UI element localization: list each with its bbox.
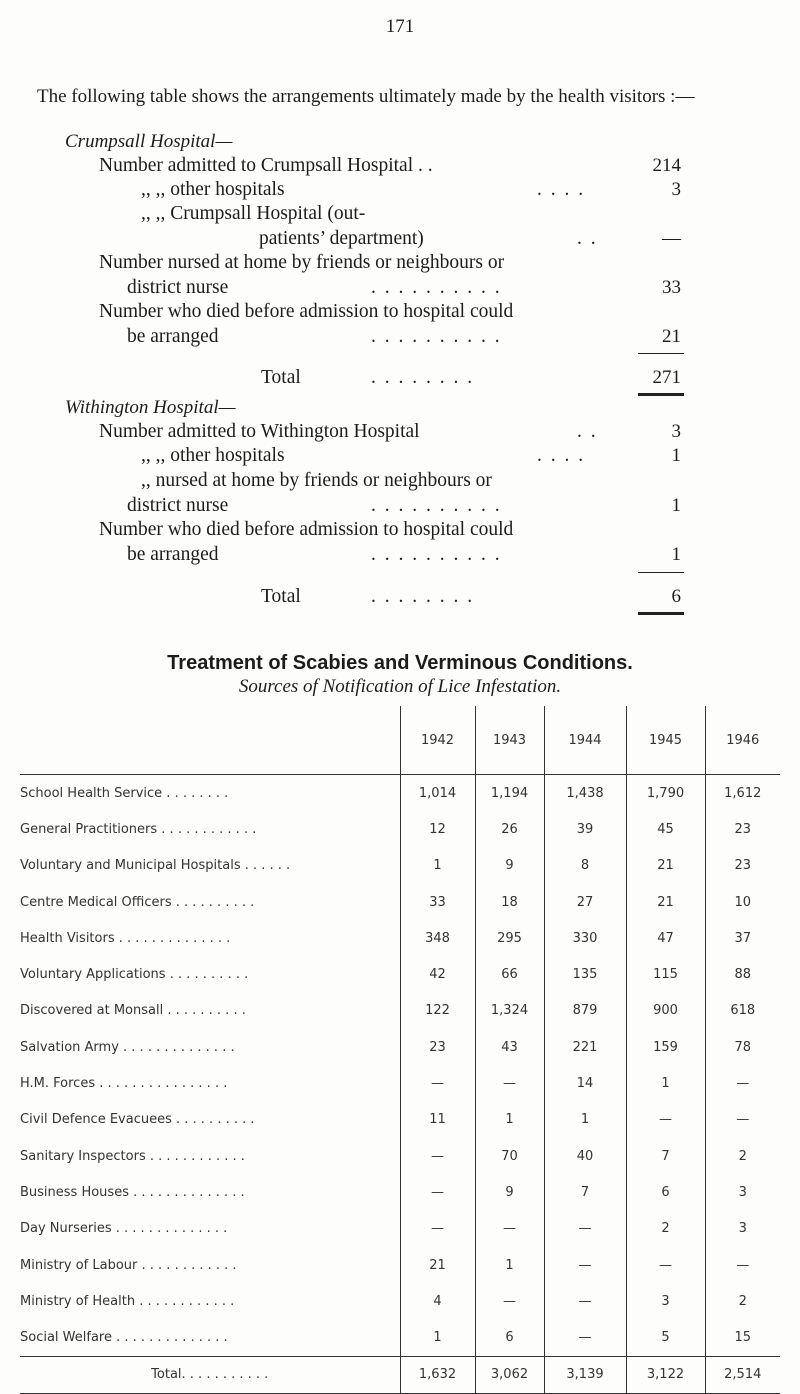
table-row xyxy=(20,1283,780,1319)
table-cell: 37 xyxy=(705,920,780,956)
crumpsall-total-label: Total xyxy=(261,367,301,388)
scabies-section-subtitle: Sources of Notification of Lice Infestation. xyxy=(238,676,562,697)
table-row-source: Voluntary Applications . . . . . . . . . . xyxy=(20,967,249,983)
crumpsall-row-label: district nurse xyxy=(127,277,229,298)
leader-dots: . . xyxy=(577,228,598,249)
withington-row-label: district nurse xyxy=(127,495,229,516)
table-cell: 1 xyxy=(400,848,475,884)
table-cell: — xyxy=(544,1283,626,1319)
table-row xyxy=(20,1319,780,1356)
table-cell: 135 xyxy=(544,956,626,992)
withington-row-value: 1 xyxy=(671,495,681,516)
withington-row-label: Number who died before admission to hospital could xyxy=(99,519,514,540)
table-cell: 6 xyxy=(626,1174,705,1210)
withington-row-label: ,, ,, other hospitals xyxy=(141,445,285,466)
table-cell: 295 xyxy=(475,920,544,956)
table-cell: 5 xyxy=(626,1319,705,1356)
crumpsall-row-value: 3 xyxy=(671,179,681,200)
table-cell: 23 xyxy=(705,811,780,847)
table-cell: 27 xyxy=(544,884,626,920)
table-row xyxy=(20,775,780,812)
table-row-source: Centre Medical Officers . . . . . . . . . . xyxy=(20,894,255,910)
table-cell: — xyxy=(475,1283,544,1319)
table-cell: 1 xyxy=(544,1102,626,1138)
table-cell: 348 xyxy=(400,920,475,956)
table-cell: 40 xyxy=(544,1138,626,1174)
table-header-row xyxy=(20,706,780,775)
table-total-cell: 3,139 xyxy=(544,1356,626,1393)
table-total-cell: 2,514 xyxy=(705,1356,780,1393)
withington-row-value: 1 xyxy=(671,445,681,466)
table-cell: — xyxy=(475,1211,544,1247)
table-cell: 115 xyxy=(626,956,705,992)
table-cell: 1,324 xyxy=(475,993,544,1029)
table-header-year: 1944 xyxy=(544,706,626,775)
table-row-source: Social Welfare . . . . . . . . . . . . . . xyxy=(20,1330,228,1346)
table-cell: — xyxy=(400,1174,475,1210)
table-cell: 7 xyxy=(626,1138,705,1174)
table-row xyxy=(20,993,780,1029)
intro-paragraph: The following table shows the arrangements ultimately made by the health visitors :— xyxy=(37,86,695,107)
table-cell: 66 xyxy=(475,956,544,992)
table-cell: — xyxy=(544,1247,626,1283)
table-cell: 1,790 xyxy=(626,775,705,812)
leader-dots: . . . . . . . . . . xyxy=(371,326,502,347)
table-header-year: 1945 xyxy=(626,706,705,775)
table-cell: 18 xyxy=(475,884,544,920)
table-total-cell: 3,062 xyxy=(475,1356,544,1393)
table-row xyxy=(20,1138,780,1174)
table-cell: 7 xyxy=(544,1174,626,1210)
table-cell: 2 xyxy=(705,1283,780,1319)
table-cell: 9 xyxy=(475,1174,544,1210)
withington-row-label: Number admitted to Withington Hospital xyxy=(99,421,420,442)
table-cell: 14 xyxy=(544,1065,626,1101)
table-cell: 159 xyxy=(626,1029,705,1065)
total-rule xyxy=(638,572,684,573)
table-row xyxy=(20,956,780,992)
leader-dots: . . . . . . . . . . xyxy=(371,544,502,565)
table-row xyxy=(20,1174,780,1210)
table-cell: 1 xyxy=(475,1102,544,1138)
table-cell: — xyxy=(705,1247,780,1283)
table-row xyxy=(20,1102,780,1138)
leader-dots: . . . . . . . . xyxy=(371,367,475,388)
crumpsall-row-label: ,, ,, Crumpsall Hospital (out- xyxy=(141,203,366,224)
table-cell: 78 xyxy=(705,1029,780,1065)
table-row-source: Voluntary and Municipal Hospitals . . . . . . xyxy=(20,858,291,874)
table-cell: — xyxy=(705,1065,780,1101)
table-header-year: 1943 xyxy=(475,706,544,775)
table-cell: — xyxy=(626,1247,705,1283)
table-cell: 47 xyxy=(626,920,705,956)
table-cell: 23 xyxy=(400,1029,475,1065)
table-cell: — xyxy=(400,1138,475,1174)
crumpsall-row-label: be arranged xyxy=(127,326,219,347)
table-cell: 26 xyxy=(475,811,544,847)
table-row xyxy=(20,848,780,884)
table-cell: — xyxy=(400,1211,475,1247)
table-cell: 1 xyxy=(626,1065,705,1101)
table-row-source: Business Houses . . . . . . . . . . . . . . xyxy=(20,1184,245,1200)
table-row xyxy=(20,884,780,920)
table-cell: 1 xyxy=(475,1247,544,1283)
table-row xyxy=(20,1247,780,1283)
withington-row-label: ,, nursed at home by friends or neighbours or xyxy=(141,470,492,491)
withington-row-label: be arranged xyxy=(127,544,219,565)
table-cell: 39 xyxy=(544,811,626,847)
withington-total-label: Total xyxy=(261,586,301,607)
table-row-source: H.M. Forces . . . . . . . . . . . . . . . . xyxy=(20,1076,228,1092)
table-row xyxy=(20,920,780,956)
table-cell: 21 xyxy=(626,884,705,920)
page-number: 171 xyxy=(385,16,415,37)
table-cell: 2 xyxy=(705,1138,780,1174)
table-row-source: Discovered at Monsall . . . . . . . . . . xyxy=(20,1003,246,1019)
table-cell: 21 xyxy=(626,848,705,884)
table-cell: 4 xyxy=(400,1283,475,1319)
table-row-source: General Practitioners . . . . . . . . . . . . xyxy=(20,821,257,837)
table-header-year: 1946 xyxy=(705,706,780,775)
table-cell: 330 xyxy=(544,920,626,956)
table-cell: 12 xyxy=(400,811,475,847)
table-row-source: Health Visitors . . . . . . . . . . . . . . xyxy=(20,930,231,946)
table-row-source: Ministry of Labour . . . . . . . . . . . . xyxy=(20,1257,237,1273)
leader-dots: . . . . xyxy=(537,179,586,200)
leader-dots: . . . . . . . . . . xyxy=(371,495,502,516)
table-cell: 70 xyxy=(475,1138,544,1174)
table-cell: 6 xyxy=(475,1319,544,1356)
table-header-source xyxy=(20,706,400,775)
table-total-cell: 3,122 xyxy=(626,1356,705,1393)
total-double-rule xyxy=(638,393,684,396)
table-row-source: Ministry of Health . . . . . . . . . . . . xyxy=(20,1293,235,1309)
table-cell: — xyxy=(475,1065,544,1101)
crumpsall-row-value: 21 xyxy=(662,326,681,347)
table-cell: 1,438 xyxy=(544,775,626,812)
crumpsall-row-label: Number admitted to Crumpsall Hospital . . xyxy=(99,155,433,176)
table-cell: 42 xyxy=(400,956,475,992)
table-cell: 1 xyxy=(400,1319,475,1356)
total-rule xyxy=(638,353,684,354)
table-cell: 122 xyxy=(400,993,475,1029)
table-header-year: 1942 xyxy=(400,706,475,775)
table-cell: 3 xyxy=(705,1211,780,1247)
table-cell: 879 xyxy=(544,993,626,1029)
table-cell: 221 xyxy=(544,1029,626,1065)
table-cell: 1,194 xyxy=(475,775,544,812)
leader-dots: . . . . xyxy=(537,445,586,466)
leader-dots: . . . . . . . . . . xyxy=(371,277,502,298)
crumpsall-row-value: — xyxy=(662,228,681,249)
table-cell: — xyxy=(626,1102,705,1138)
table-cell: — xyxy=(544,1319,626,1356)
withington-row-value: 1 xyxy=(671,544,681,565)
table-total-label: Total. . . . . . . . . . . xyxy=(20,1356,400,1393)
table-cell: 3 xyxy=(705,1174,780,1210)
crumpsall-row-label: patients’ department) xyxy=(259,228,424,249)
table-cell: 900 xyxy=(626,993,705,1029)
crumpsall-total-value: 271 xyxy=(652,367,681,388)
lice-notification-table xyxy=(20,706,780,1394)
total-double-rule xyxy=(638,612,684,615)
table-cell: 1,612 xyxy=(705,775,780,812)
withington-total-value: 6 xyxy=(671,586,681,607)
table-cell: 1,014 xyxy=(400,775,475,812)
table-cell: 2 xyxy=(626,1211,705,1247)
table-row xyxy=(20,811,780,847)
table-row-source: Salvation Army . . . . . . . . . . . . . . xyxy=(20,1039,235,1055)
table-cell: 45 xyxy=(626,811,705,847)
table-cell: 23 xyxy=(705,848,780,884)
crumpsall-row-value: 33 xyxy=(662,277,681,298)
table-cell: — xyxy=(705,1102,780,1138)
withington-heading: Withington Hospital— xyxy=(65,397,236,418)
table-row xyxy=(20,1029,780,1065)
table-cell: 9 xyxy=(475,848,544,884)
table-row xyxy=(20,1211,780,1247)
table-row xyxy=(20,1065,780,1101)
table-cell: 21 xyxy=(400,1247,475,1283)
scabies-section-title: Treatment of Scabies and Verminous Conditions. xyxy=(167,652,633,674)
crumpsall-heading: Crumpsall Hospital— xyxy=(65,131,233,152)
table-cell: 10 xyxy=(705,884,780,920)
leader-dots: . . . . . . . . xyxy=(371,586,475,607)
table-row-source: Civil Defence Evacuees . . . . . . . . . . xyxy=(20,1112,255,1128)
table-cell: 8 xyxy=(544,848,626,884)
crumpsall-row-label: Number nursed at home by friends or neighbours or xyxy=(99,252,505,273)
crumpsall-row-value: 214 xyxy=(652,155,681,176)
leader-dots: . . xyxy=(577,421,598,442)
crumpsall-row-label: ,, ,, other hospitals xyxy=(141,179,285,200)
table-cell: 11 xyxy=(400,1102,475,1138)
table-cell: 3 xyxy=(626,1283,705,1319)
withington-row-value: 3 xyxy=(671,421,681,442)
table-cell: 43 xyxy=(475,1029,544,1065)
table-row-source: Day Nurseries . . . . . . . . . . . . . . xyxy=(20,1221,228,1237)
table-cell: 15 xyxy=(705,1319,780,1356)
table-cell: — xyxy=(544,1211,626,1247)
crumpsall-row-label: Number who died before admission to hospital could xyxy=(99,301,514,322)
table-cell: 88 xyxy=(705,956,780,992)
table-row-source: Sanitary Inspectors . . . . . . . . . . . . xyxy=(20,1148,245,1164)
table-total-cell: 1,632 xyxy=(400,1356,475,1393)
table-cell: — xyxy=(400,1065,475,1101)
table-row-source: School Health Service . . . . . . . . xyxy=(20,785,229,801)
table-cell: 33 xyxy=(400,884,475,920)
table-cell: 618 xyxy=(705,993,780,1029)
table-total-row xyxy=(20,1356,780,1393)
